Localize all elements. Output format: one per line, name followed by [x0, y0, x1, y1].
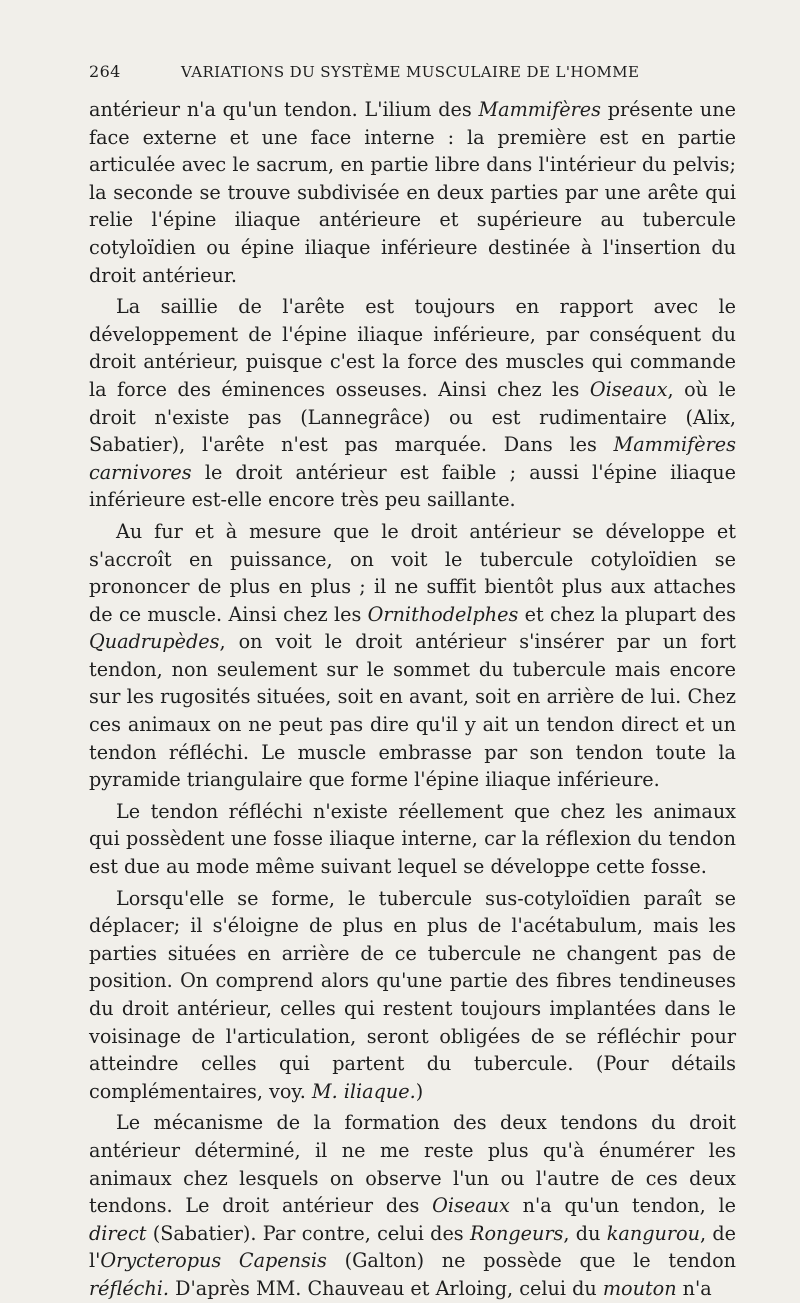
running-head — [89, 62, 736, 92]
text-run: , on voit le droit antérieur s'insérer par un fort tendon, non seulement sur le sommet du tubercule mais encore sur les rugosités situées, soit en avant, soit en arrière de lui. Chez ces animaux on ne peut pas dire qu'il y ait un tendon direct et un tendon réfléchi. Le muscle embrasse par son tendon toute la pyramide triangulaire que forme l'épine iliaque inférieure. — [89, 630, 736, 792]
text-run: antérieur n'a qu'un tendon. L'ilium des — [89, 98, 479, 121]
paragraph-2 — [89, 293, 736, 514]
italic-text: Rongeurs — [470, 1221, 564, 1245]
text-run: La saillie de l'arête est toujours en rapport avec le développement de l'épine iliaque inférieure, par conséquent du droit antérieur, puisque c'est la force des muscles qui commande la force des éminences osseuses. Ainsi chez les — [89, 295, 736, 401]
text-run: , de l' — [89, 1221, 737, 1273]
text-run: n'a — [676, 1276, 712, 1300]
text-run: (Sabatier). Par contre, celui des — [146, 1221, 470, 1245]
text-run: le droit antérieur est faible ; aussi l'épine iliaque inférieure est-elle encore très peu saillante. — [89, 460, 736, 512]
page-number: 264 — [89, 62, 121, 81]
paragraph-1 — [89, 96, 736, 289]
italic-text: M. iliaque. — [311, 1079, 416, 1103]
italic-text: Ornithodelphes — [367, 602, 519, 626]
text-run: n'a qu'un tendon, le — [509, 1194, 736, 1218]
text-run: (Galton) ne possède que le tendon — [326, 1249, 736, 1273]
italic-text: kangurou — [606, 1221, 700, 1245]
italic-text: Orycteropus Capensis — [100, 1249, 327, 1273]
paragraph-5 — [89, 885, 736, 1106]
text-run: ) — [415, 1079, 424, 1103]
text-run: Lorsqu'elle se forme, le tubercule sus-cotyloïdien paraît se déplacer; il s'éloigne de plus en plus de l'acétabulum, mais les parties situées en arrière de ce tubercule ne changent pas de position. On comprend alors qu'une partie des fibres tendineuses du droit antérieur, celles qui restent toujours implantées dans le voisinage de l'articulation, seront obligées de se réfléchir pour atteindre celles qui partent du tubercule. (Pour détails complémentaires, voy. — [89, 886, 736, 1103]
italic-text: réfléchi. — [89, 1276, 170, 1300]
text-run: , du — [563, 1221, 607, 1245]
text-run: présente une face externe et une face interne : la première est en partie articulée avec le sacrum, en partie libre dans l'intérieur du pelvis; la seconde se trouve subdivisée en deux parties par une arête qui relie l'épine iliaque antérieure et supérieure au tubercule cotyloïdien ou épine iliaque inférieure destinée à l'insertion du droit antérieur. — [89, 98, 736, 287]
text-run: D'après MM. Chauveau et Arloing, celui du — [169, 1276, 603, 1300]
italic-text: Quadrupèdes — [89, 630, 220, 654]
running-title: VARIATIONS DU SYSTÈME MUSCULAIRE DE L'HOMME — [181, 63, 640, 81]
body-text — [89, 96, 736, 1303]
text-run: et chez la plupart des — [518, 602, 737, 626]
text-run: , où le droit n'existe pas (Lannegrâce) ou est rudimentaire (Alix, Sabatier), l'arête n'est pas marquée. Dans les — [89, 377, 736, 457]
italic-text: mouton — [602, 1276, 677, 1300]
italic-text: Mammifères — [478, 98, 601, 121]
text-run: Au fur et à mesure que le droit antérieur se développe et s'accroît en puissance, on voit le tubercule cotyloïdien se prononcer de plus en plus ; il ne suffit bientôt plus aux attaches de ce muscle. Ainsi chez les — [89, 519, 736, 626]
text-run: Le tendon réfléchi n'existe réellement que chez les animaux qui possèdent une fosse iliaque interne, car la réflexion du tendon est due au mode même suivant lequel se développe cette fosse. — [89, 799, 736, 879]
paragraph-6 — [89, 1109, 736, 1302]
italic-text: direct — [89, 1221, 147, 1245]
paragraph-4 — [89, 798, 736, 881]
italic-text: Oiseaux — [589, 377, 668, 401]
text-run: Le mécanisme de la formation des deux tendons du droit antérieur déterminé, il ne me reste plus qu'à énumérer les animaux chez lesquels on observe l'un ou l'autre de ces deux tendons. Le droit antérieur des — [89, 1111, 736, 1218]
paragraph-3 — [89, 518, 736, 794]
italic-text: Mammifères carnivores — [89, 433, 736, 484]
italic-text: Oiseaux — [432, 1194, 510, 1218]
